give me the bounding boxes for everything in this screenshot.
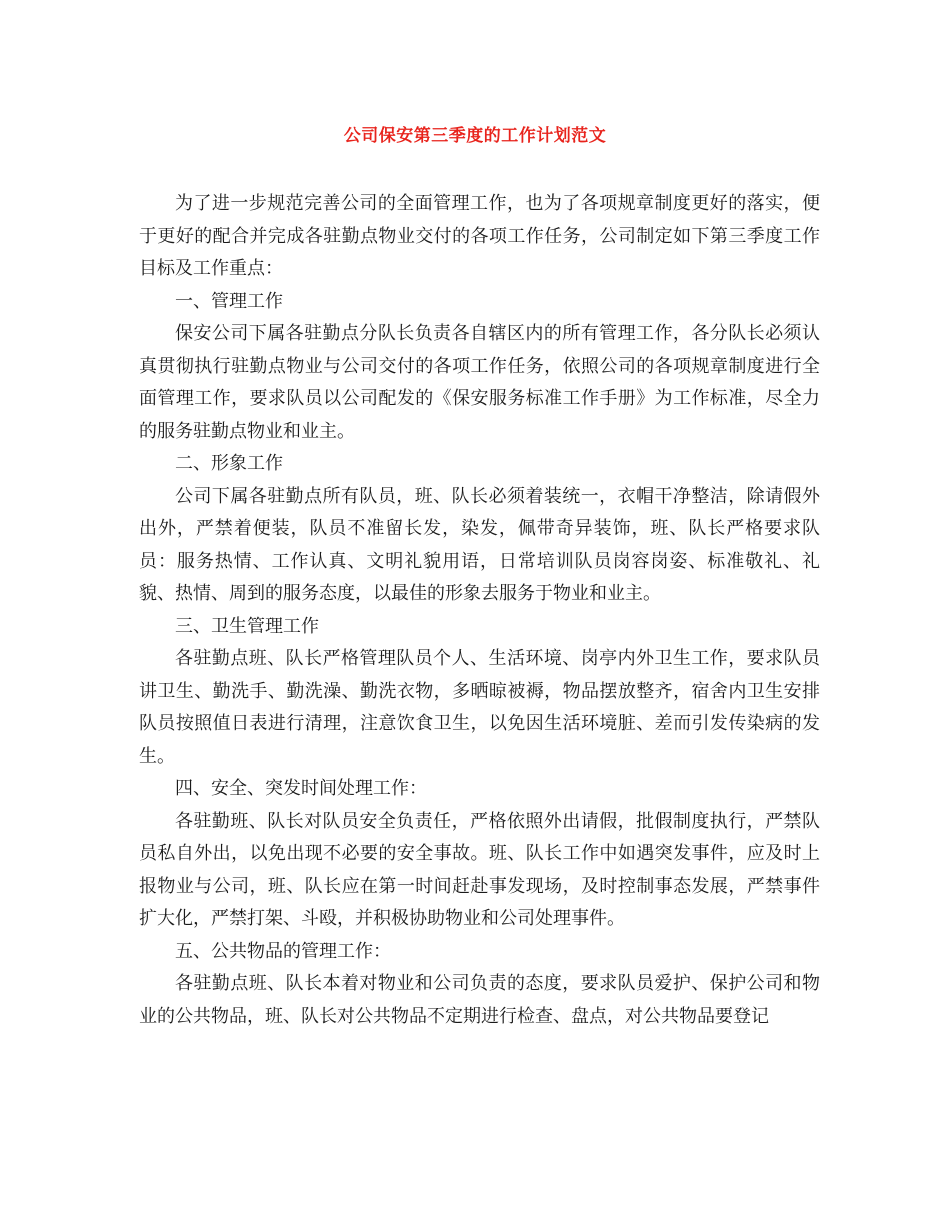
paragraph-image: 公司下属各驻勤点所有队员，班、队长必须着装统一，衣帽干净整洁，除请假外出外，严禁着便装，队员不准留长发，染发，佩带奇异装饰，班、队长严格要求队员：服务热情、工作认真、文明礼貌用语，日常培训队员岗容岗姿、标准敬礼、礼貌、热情、周到的服务态度，以最佳的形象去服务于物业和业主。	[139, 485, 820, 604]
section-heading-public-goods: 五、公共物品的管理工作：	[175, 940, 391, 962]
document-body	[139, 188, 820, 1033]
section-heading-image: 二、形象工作	[175, 453, 283, 474]
document-title: 公司保安第三季度的工作计划范文	[343, 126, 607, 146]
section-heading-hygiene: 三、卫生管理工作	[175, 615, 319, 637]
section-heading-management: 一、管理工作	[175, 290, 283, 312]
intro-paragraph: 为了进一步规范完善公司的全面管理工作，也为了各项规章制度更好的落实，便于更好的配合并完成各驻勤点物业交付的各项工作任务，公司制定如下第三季度工作目标及工作重点：	[139, 193, 820, 279]
paragraph-management: 保安公司下属各驻勤点分队长负责各自辖区内的所有管理工作，各分队长必须认真贯彻执行驻勤点物业与公司交付的各项工作任务，依照公司的各项规章制度进行全面管理工作，要求队员以公司配发的《保安服务标准工作手册》为工作标准，尽全力的服务驻勤点物业和业主。	[139, 323, 820, 442]
paragraph-public-goods: 各驻勤点班、队长本着对物业和公司负责的态度，要求队员爱护、保护公司和物业的公共物品，班、队长对公共物品不定期进行检查、盘点，对公共物品要登记	[139, 973, 820, 1027]
paragraph-hygiene: 各驻勤点班、队长严格管理队员个人、生活环境、岗亭内外卫生工作，要求队员讲卫生、勤洗手、勤洗澡、勤洗衣物，多晒晾被褥，物品摆放整齐，宿舍内卫生安排队员按照值日表进行清理，注意饮食卫生，以免因生活环境脏、差而引发传染病的发生。	[139, 648, 820, 767]
paragraph-safety: 各驻勤班、队长对队员安全负责任，严格依照外出请假，批假制度执行，严禁队员私自外出，以免出现不必要的安全事故。班、队长工作中如遇突发事件，应及时上报物业与公司，班、队长应在第一时间赶赴事发现场，及时控制事态发展，严禁事件扩大化，严禁打架、斗殴，并积极协助物业和公司处理事件。	[139, 810, 820, 929]
section-heading-safety: 四、安全、突发时间处理工作：	[175, 778, 427, 799]
